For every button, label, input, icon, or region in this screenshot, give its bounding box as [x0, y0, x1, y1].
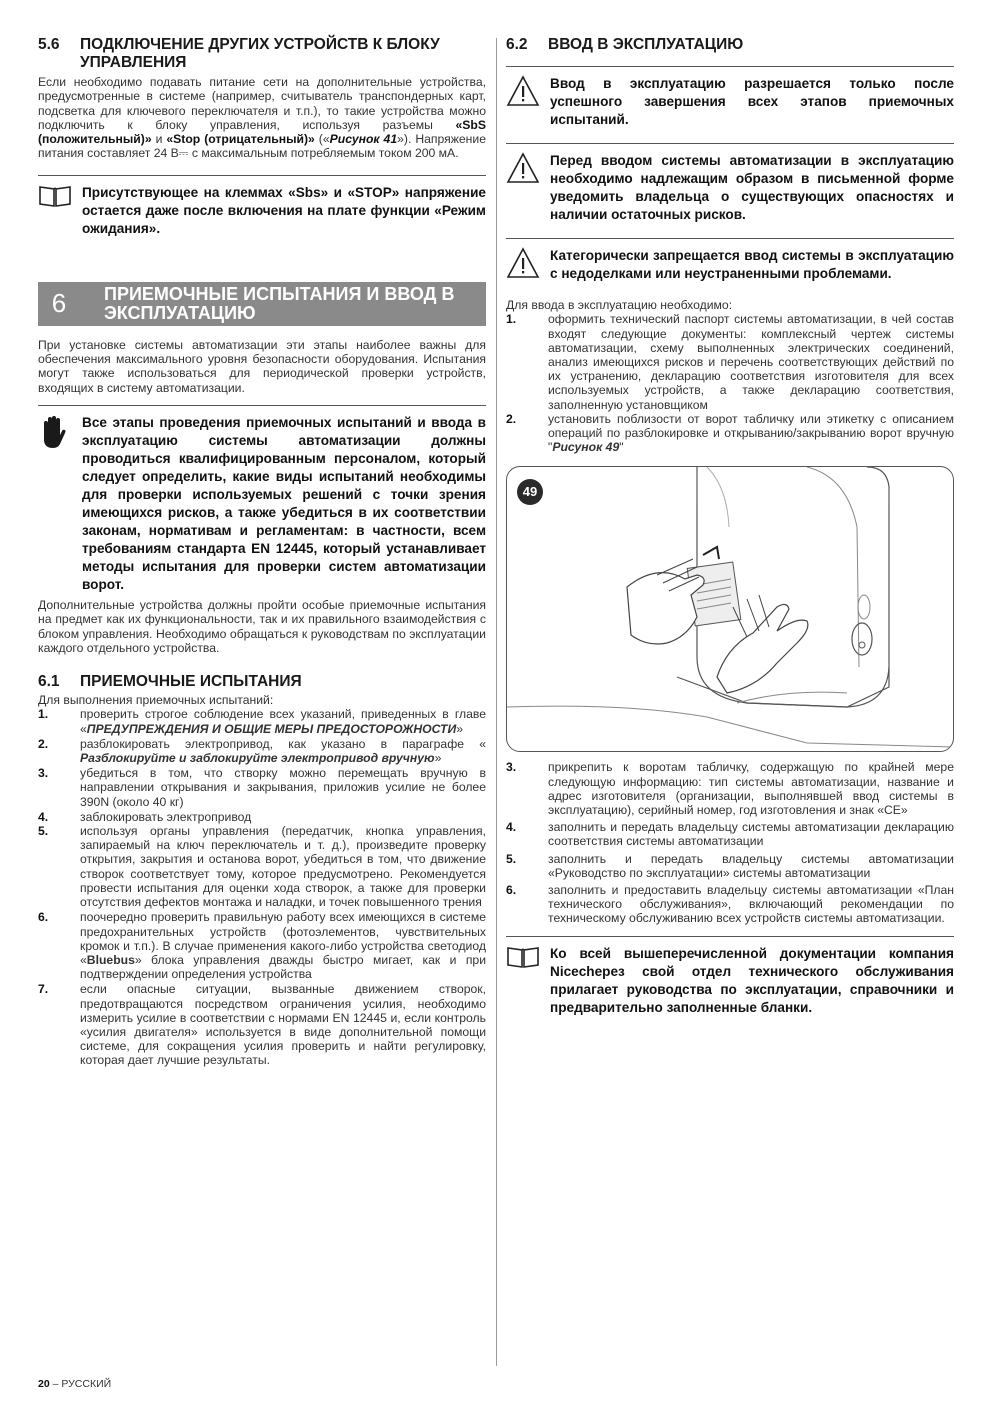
list-item: 3. прикрепить к воротам табличку, содержащую по крайней мере следующую информацию: тип системы автоматизации, название и адрес изготовителя (организации, выполнявшей ввод системы в эксплуатацию), серийный номер, год изготовления и знак «CE»: [506, 760, 954, 817]
figure-number-badge: 49: [517, 479, 543, 505]
chapter-6-intro: При установке системы автоматизации эти этапы наиболее важны для обеспечения максимального уровня безопасности оборудования. Испытания могут также использоваться для периодической проверки устройств, входящих в систему автоматизации.: [38, 337, 486, 395]
chapter-6-banner: 6 ПРИЕМОЧНЫЕ ИСПЫТАНИЯ И ВВОД В ЭКСПЛУАТАЦИЮ: [38, 282, 486, 326]
warning-triangle-icon: [506, 75, 550, 129]
commissioning-warning-1: Ввод в эксплуатацию разрешается только после успешного завершения всех этапов приемочных испытаний.: [506, 66, 954, 129]
section-6-1-lead: Для выполнения приемочных испытаний:: [38, 693, 274, 708]
chapter-6-extra: Дополнительные устройства должны пройти особые приемочные испытания на предмет как их функциональности, так и их правильного взаимодействия с блоком управления. Необходимо обращаться к руководствам по эксплуатации каждого отдельного устройства.: [38, 597, 486, 655]
list-item: 4. заполнить и передать владельцу системы автоматизации декларацию соответствия системы автоматизации: [506, 820, 954, 849]
list-item: 1. проверить строгое соблюдение всех указаний, приведенных в главе «ПРЕДУПРЕЖДЕНИЯ И ОБЩИЕ МЕРЫ ПРЕДОСТОРОЖНОСТИ»: [38, 707, 486, 736]
chapter-6-warning: Все этапы проведения приемочных испытаний и ввода в эксплуатацию системы автоматизации должны проводиться квалифицированным персоналом, который следует определить, какие виды испытаний необходимы для проверки используемых решений с точки зрения имеющихся рисков, а также убедиться в их соответствии законам, нормативам и регламентам: в частности, всем требованиям стандарта EN 12445, который устанавливает методы испытания для проверки систем автоматизации ворот.: [38, 405, 486, 594]
list-item: 2. разблокировать электропривод, как указано в параграфе « Разблокируйте и заблокируйте электропривод вручную»: [38, 736, 486, 766]
figure-49: [506, 466, 954, 752]
warning-triangle-icon: [506, 247, 550, 284]
warning-triangle-icon: [506, 152, 550, 224]
left-column: [38, 36, 486, 1068]
hand-stop-icon: [38, 414, 82, 594]
section-5-6-paragraph: Если необходимо подавать питание сети на дополнительные устройства, предусмотренные в системе (например, считыватель транспондерных карт, подсветка для ключевого переключателя и т.п.), то такие устройства можно подключить к блоку управления, используя разъемы «SbS (положительный)» и «Stop (отрицательный)» («Рисунок 41»). Напряжение питания составляет 24 В⎓ с максимальным потребляемым током 200 мА.: [38, 75, 486, 161]
list-item: 6. заполнить и предоставить владельцу системы автоматизации «План технического обслуживания», включающий рекомендации по техническому обслуживанию всех устройств системы автоматизации.: [506, 882, 954, 926]
section-6-2-lead: Для ввода в эксплуатацию необходимо:: [506, 298, 733, 312]
book-icon: [38, 184, 82, 238]
commissioning-warning-3: Категорически запрещается ввод системы в эксплуатацию с недоделками или неустраненными проблемами.: [506, 238, 954, 284]
column-divider: [496, 38, 497, 1366]
list-item: 7. если опасные ситуации, вызванные движением створок, предотвращаются посредством ограничения усилия, необходимо измерить усилие в соответствии с нормами EN 12445 и, если контроль «усилия двигателя» используется в виде дополнительной помощи системе, для сокращения усилия проверить и найти регулировку, которая дает лучшие результаты.: [38, 982, 486, 1068]
section-6-1-heading: 6.1 ПРИЕМОЧНЫЕ ИСПЫТАНИЯ: [38, 673, 302, 691]
manual-release-illustration: [507, 467, 954, 751]
book-icon: [506, 945, 550, 1017]
list-item: 5. используя органы управления (передатчик, кнопка управления, запираемый на ключ переключатель и т. д.), произведите проверку открытия, закрытия и останова ворот, убедиться в том, что движение створок соответствует тому, которое предусмотрено. Рекомендуется провести испытания для оценки хода створок, а также для проверки отсутствия дефектов монтажа и наладки, и точек повышенного трения: [38, 824, 486, 910]
list-item: 4. заблокировать электропривод: [38, 809, 252, 824]
list-item: 1. оформить технический паспорт системы автоматизации, в чей состав входят следующие документы: комплексный чертеж системы автоматизации, схему выполненных электрических соединений, анализ имеющихся рисков и перечень соответствующих действий по их устранению, декларацию соответствия изготовителя для всех используемых устройств, а также декларацию соответствия, заполненную установщиком: [506, 312, 954, 412]
list-item: 3. убедиться в том, что створку можно перемещать вручную в направлении открывания и закрывания, приложив усилие не более 390N (около 40 кг): [38, 766, 486, 809]
list-item: 5. заполнить и передать владельцу системы автоматизации «Руководство по эксплуатации» системы автоматизации: [506, 851, 954, 880]
right-column: [506, 36, 954, 1017]
list-item: 6. поочередно проверить правильную работу всех имеющихся в системе предохранительных устройств (фотоэлементов, чувствительных кромок и т.п.). В случае применения какого-либо устройства светодиод «Bluebus» блока управления дважды быстро мигает, как и при подтверждении определения устройства: [38, 910, 486, 982]
section-6-2-steps-b: [506, 760, 954, 925]
section-5-6-heading: 5.6 ПОДКЛЮЧЕНИЕ ДРУГИХ УСТРОЙСТВ К БЛОКУ УПРАВЛЕНИЯ: [38, 36, 440, 71]
section-6-2-heading: 6.2 ВВОД В ЭКСПЛУАТАЦИЮ: [506, 36, 744, 53]
commissioning-warning-2: Перед вводом системы автоматизации в эксплуатацию необходимо надлежащим образом в письменной форме уведомить владельца о существующих опасностях и наличии остаточных рисков.: [506, 143, 954, 224]
section-6-1-steps: [38, 707, 486, 1067]
section-5-6-note: Присутствующее на клеммах «Sbs» и «STOP» напряжение остается даже после включения на плате функции «Режим ожидания».: [38, 175, 486, 238]
page-footer: 20 – РУССКИЙ: [38, 1378, 112, 1390]
section-6-2-steps-a: [506, 312, 954, 454]
documentation-note: Ко всей вышеперечисленной документации компания Nicеchерез свой отдел технического обслуживания прилагает руководства по эксплуатации, справочники и предварительно заполненные бланки.: [506, 936, 954, 1017]
list-item: 2. установить поблизости от ворот табличку или этикетку с описанием операций по разблокировке и открыванию/закрыванию ворот вручную "Рисунок 49": [506, 411, 954, 455]
